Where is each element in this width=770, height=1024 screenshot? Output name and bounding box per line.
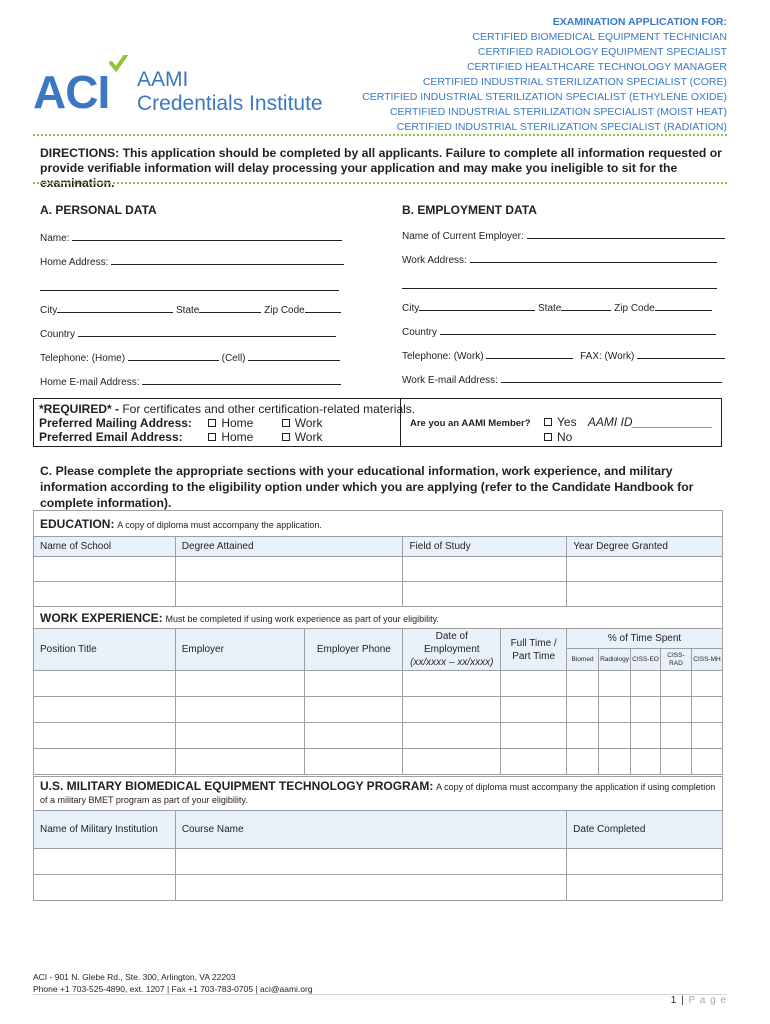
table-cell[interactable] bbox=[34, 557, 176, 582]
employer-field[interactable] bbox=[402, 230, 725, 242]
state-line[interactable] bbox=[199, 304, 261, 313]
cell-label: (Cell) bbox=[221, 353, 246, 364]
cert-line: CERTIFIED HEALTHCARE TECHNOLOGY MANAGER bbox=[466, 61, 727, 73]
table-cell[interactable] bbox=[175, 875, 566, 901]
table-cell[interactable] bbox=[305, 697, 403, 723]
checkbox-icon[interactable] bbox=[544, 418, 552, 426]
table-row[interactable] bbox=[34, 582, 723, 607]
name-field[interactable] bbox=[40, 232, 342, 244]
tel-work-line[interactable] bbox=[486, 350, 573, 359]
yes-label: Yes bbox=[557, 415, 577, 429]
military-title-cell bbox=[34, 777, 723, 811]
table-cell[interactable] bbox=[567, 849, 723, 875]
table-cell[interactable] bbox=[175, 749, 305, 775]
table-cell[interactable] bbox=[305, 671, 403, 697]
country-label: Country bbox=[40, 329, 76, 340]
table-row[interactable] bbox=[34, 749, 723, 775]
military-table bbox=[33, 776, 723, 901]
member-yes-option[interactable] bbox=[544, 415, 713, 429]
table-cell[interactable] bbox=[34, 671, 176, 697]
pct-col: CISS-EO bbox=[631, 649, 661, 671]
home-label: Home bbox=[221, 430, 254, 444]
work-email-field[interactable] bbox=[402, 374, 722, 386]
table-cell[interactable] bbox=[599, 749, 631, 775]
table-cell[interactable] bbox=[34, 849, 176, 875]
work-label: Work bbox=[294, 416, 323, 430]
work-address-line2[interactable] bbox=[402, 288, 717, 289]
table-cell[interactable] bbox=[599, 671, 631, 697]
table-cell[interactable] bbox=[175, 557, 403, 582]
table-cell[interactable] bbox=[631, 671, 661, 697]
cert-line: CERTIFIED BIOMEDICAL EQUIPMENT TECHNICIAN bbox=[472, 31, 727, 43]
divider bbox=[33, 134, 727, 136]
home-address-label: Home Address: bbox=[40, 257, 109, 268]
work-address-label: Work Address: bbox=[402, 255, 467, 266]
zip-line[interactable] bbox=[655, 302, 712, 311]
required-box bbox=[33, 398, 722, 447]
table-cell[interactable] bbox=[175, 582, 403, 607]
table-cell[interactable] bbox=[567, 749, 599, 775]
tel-work-label: Telephone: (Work) bbox=[402, 351, 484, 362]
fulltime-header: Full Time / bbox=[510, 637, 557, 649]
home-address-line2[interactable] bbox=[40, 290, 339, 291]
state-label: State bbox=[176, 305, 200, 316]
footer-rule bbox=[33, 994, 727, 995]
table-cell[interactable] bbox=[501, 723, 567, 749]
table-cell[interactable] bbox=[691, 749, 722, 775]
table-cell[interactable] bbox=[567, 723, 599, 749]
table-cell[interactable] bbox=[501, 697, 567, 723]
directions: DIRECTIONS: This application should be completed by all applicants. Failure to complete all information requested or provide verifiable information will delay processing your application and may make you ineligible to sit for the examination. bbox=[40, 146, 722, 190]
table-cell[interactable] bbox=[403, 749, 501, 775]
table-cell[interactable] bbox=[175, 671, 305, 697]
checkbox-icon[interactable] bbox=[282, 433, 290, 441]
table-cell[interactable] bbox=[34, 582, 176, 607]
home-email-field[interactable] bbox=[40, 376, 341, 388]
col-header: Employer bbox=[175, 629, 305, 671]
work-phone-row[interactable] bbox=[402, 350, 725, 362]
col-header: Position Title bbox=[34, 629, 176, 671]
table-cell[interactable] bbox=[631, 697, 661, 723]
footer-line2: Phone +1 703-525-4890, ext. 1207 | Fax +1 703-783-0705 | aci@aami.org bbox=[33, 984, 313, 994]
zip-label: Zip Code bbox=[614, 303, 655, 314]
col-header: Employer Phone bbox=[305, 629, 403, 671]
box-divider bbox=[400, 399, 401, 446]
name-label: Name: bbox=[40, 233, 70, 244]
exam-title: EXAMINATION APPLICATION FOR: bbox=[552, 16, 727, 28]
education-table bbox=[33, 510, 723, 607]
aci-logo bbox=[33, 55, 333, 125]
employment-data-heading: B. EMPLOYMENT DATA bbox=[402, 203, 537, 217]
table-cell[interactable] bbox=[403, 582, 567, 607]
work-experience-table bbox=[33, 606, 723, 775]
employer-line[interactable] bbox=[527, 230, 725, 239]
table-cell[interactable] bbox=[567, 671, 599, 697]
logo-mark: ACI bbox=[33, 66, 110, 118]
state-label: State bbox=[538, 303, 562, 314]
table-cell[interactable] bbox=[305, 749, 403, 775]
education-title-cell bbox=[34, 511, 723, 537]
cell-line[interactable] bbox=[248, 352, 340, 361]
state-line[interactable] bbox=[561, 302, 611, 311]
date-header: Date of Employment bbox=[423, 631, 480, 655]
table-row[interactable] bbox=[34, 671, 723, 697]
pct-header: % of Time Spent bbox=[567, 629, 723, 649]
personal-data-heading: A. PERSONAL DATA bbox=[40, 203, 157, 217]
footer-line1: ACI - 901 N. Glebe Rd., Ste. 300, Arlington, VA 22203 bbox=[33, 972, 236, 982]
table-cell[interactable] bbox=[34, 875, 176, 901]
preferred-mailing-row bbox=[39, 416, 322, 430]
work-title: WORK EXPERIENCE: bbox=[40, 610, 163, 625]
table-cell[interactable] bbox=[599, 723, 631, 749]
work-title-cell bbox=[34, 607, 723, 629]
table-cell[interactable] bbox=[631, 749, 661, 775]
city-label: City bbox=[40, 305, 58, 316]
table-cell[interactable] bbox=[501, 749, 567, 775]
home-email-label: Home E-mail Address: bbox=[40, 377, 140, 388]
parttime-header: Part Time bbox=[512, 650, 556, 662]
section-c-heading: C. Please complete the appropriate sections with your educational information, work experience, and military information according to the eligibility option under which you are applying (refer to the Candidate Handbook for complete information). bbox=[40, 464, 694, 510]
table-cell[interactable] bbox=[567, 582, 723, 607]
tel-home-label: Telephone: (Home) bbox=[40, 353, 126, 364]
city-line[interactable] bbox=[419, 302, 535, 311]
footer-address bbox=[33, 971, 313, 995]
country-line[interactable] bbox=[78, 328, 336, 337]
military-title: U.S. MILITARY BIOMEDICAL EQUIPMENT TECHNOLOGY PROGRAM: bbox=[40, 779, 434, 793]
exam-title-block bbox=[307, 15, 727, 135]
table-cell[interactable] bbox=[691, 697, 722, 723]
mailing-label: Preferred Mailing Address: bbox=[39, 416, 192, 430]
col-header: Name of Military Institution bbox=[34, 811, 176, 849]
table-cell[interactable] bbox=[175, 697, 305, 723]
table-cell[interactable] bbox=[34, 697, 176, 723]
table-cell[interactable] bbox=[631, 723, 661, 749]
table-cell[interactable] bbox=[175, 849, 566, 875]
education-title: EDUCATION: bbox=[40, 516, 115, 531]
table-cell[interactable] bbox=[661, 749, 692, 775]
checkbox-icon[interactable] bbox=[544, 433, 552, 441]
work-note: Must be completed if using work experience as part of your eligibility. bbox=[165, 613, 439, 624]
email-work-option[interactable] bbox=[282, 430, 323, 444]
divider bbox=[33, 182, 727, 184]
checkbox-icon[interactable] bbox=[208, 419, 216, 427]
col-header: Year Degree Granted bbox=[567, 537, 723, 557]
col-header bbox=[403, 629, 501, 671]
required-note bbox=[39, 402, 415, 416]
table-cell[interactable] bbox=[403, 557, 567, 582]
country-line[interactable] bbox=[440, 326, 716, 335]
home-city-row[interactable] bbox=[40, 304, 341, 316]
page-number: 1 | P a g e bbox=[670, 995, 727, 1006]
checkbox-icon[interactable] bbox=[208, 433, 216, 441]
cert-line: CERTIFIED INDUSTRIAL STERILIZATION SPECIALIST (MOIST HEAT) bbox=[389, 106, 727, 118]
checkbox-icon[interactable] bbox=[282, 419, 290, 427]
required-text: For certificates and other certification-related materials. bbox=[119, 402, 416, 416]
table-cell[interactable] bbox=[567, 697, 599, 723]
education-note: A copy of diploma must accompany the application. bbox=[117, 519, 322, 530]
home-email-line[interactable] bbox=[142, 376, 341, 385]
pct-col: CISS-MH bbox=[691, 649, 722, 671]
work-email-line[interactable] bbox=[501, 374, 722, 383]
work-label: Work bbox=[294, 430, 323, 444]
zip-label: Zip Code bbox=[264, 305, 305, 316]
table-row[interactable] bbox=[34, 557, 723, 582]
table-cell[interactable] bbox=[305, 723, 403, 749]
table-cell[interactable] bbox=[34, 723, 176, 749]
table-row[interactable] bbox=[34, 723, 723, 749]
name-line[interactable] bbox=[72, 232, 342, 241]
pct-col: Biomed bbox=[567, 649, 599, 671]
pct-col: CISS-RAD bbox=[661, 649, 692, 671]
page-label: P a g e bbox=[688, 995, 727, 1006]
table-cell[interactable] bbox=[661, 671, 692, 697]
fax-line[interactable] bbox=[637, 350, 725, 359]
military-note: A copy of diploma must accompany the application if using completion of a military BMET program as part of your eligibility. bbox=[40, 782, 716, 805]
cert-line: CERTIFIED INDUSTRIAL STERILIZATION SPECIALIST (CORE) bbox=[422, 76, 727, 88]
member-question: Are you an AAMI Member? bbox=[410, 418, 531, 429]
work-country-field[interactable] bbox=[402, 326, 716, 338]
work-address-line[interactable] bbox=[470, 254, 717, 263]
table-cell[interactable] bbox=[691, 723, 722, 749]
logo-line2: Credentials Institute bbox=[137, 92, 323, 115]
cert-line: CERTIFIED RADIOLOGY EQUIPMENT SPECIALIST bbox=[477, 46, 727, 58]
table-cell[interactable] bbox=[691, 671, 722, 697]
table-cell[interactable] bbox=[567, 557, 723, 582]
table-cell[interactable] bbox=[175, 723, 305, 749]
preferred-email-row bbox=[39, 430, 322, 444]
table-cell[interactable] bbox=[661, 723, 692, 749]
table-cell[interactable] bbox=[567, 875, 723, 901]
no-label: No bbox=[557, 430, 573, 444]
table-row[interactable] bbox=[34, 875, 723, 901]
page-num: 1 bbox=[670, 995, 678, 1006]
home-phone-row[interactable] bbox=[40, 352, 340, 364]
col-header: Degree Attained bbox=[175, 537, 403, 557]
fax-label: FAX: (Work) bbox=[580, 351, 635, 362]
employer-label: Name of Current Employer: bbox=[402, 231, 524, 242]
col-header: Field of Study bbox=[403, 537, 567, 557]
col-header bbox=[501, 629, 567, 671]
email-home-option[interactable] bbox=[208, 430, 278, 444]
city-label: City bbox=[402, 303, 420, 314]
table-row[interactable] bbox=[34, 849, 723, 875]
home-label: Home bbox=[221, 416, 254, 430]
work-city-row[interactable] bbox=[402, 302, 712, 314]
cert-line: CERTIFIED INDUSTRIAL STERILIZATION SPECIALIST (RADIATION) bbox=[396, 121, 727, 133]
table-row[interactable] bbox=[34, 697, 723, 723]
table-cell[interactable] bbox=[661, 697, 692, 723]
col-header: Name of School bbox=[34, 537, 176, 557]
logo-line1: AAMI bbox=[137, 68, 189, 91]
tel-home-line[interactable] bbox=[128, 352, 219, 361]
home-address-field[interactable] bbox=[40, 256, 344, 268]
table-cell[interactable] bbox=[501, 671, 567, 697]
email-label: Preferred Email Address: bbox=[39, 430, 183, 444]
mailing-home-option[interactable] bbox=[208, 416, 278, 430]
country-label: Country bbox=[402, 327, 438, 338]
work-email-label: Work E-mail Address: bbox=[402, 375, 498, 386]
aami-id-field[interactable]: AAMI ID____________ bbox=[587, 415, 713, 429]
required-label: *REQUIRED* - bbox=[39, 402, 120, 416]
col-header: Course Name bbox=[175, 811, 566, 849]
member-no-option[interactable] bbox=[544, 430, 572, 444]
city-line[interactable] bbox=[57, 304, 173, 313]
table-cell[interactable] bbox=[403, 697, 501, 723]
table-cell[interactable] bbox=[403, 671, 501, 697]
date-format: (xx/xxxx – xx/xxxx) bbox=[410, 657, 494, 668]
mailing-work-option[interactable] bbox=[282, 416, 323, 430]
home-country-field[interactable] bbox=[40, 328, 336, 340]
work-address-field[interactable] bbox=[402, 254, 717, 266]
home-address-line[interactable] bbox=[111, 256, 344, 265]
zip-line[interactable] bbox=[305, 304, 341, 313]
table-cell[interactable] bbox=[403, 723, 501, 749]
table-cell[interactable] bbox=[34, 749, 176, 775]
col-header: Date Completed bbox=[567, 811, 723, 849]
pct-col: Radiology bbox=[599, 649, 631, 671]
table-cell[interactable] bbox=[599, 697, 631, 723]
cert-line: CERTIFIED INDUSTRIAL STERILIZATION SPECIALIST (ETHYLENE OXIDE) bbox=[362, 91, 727, 103]
